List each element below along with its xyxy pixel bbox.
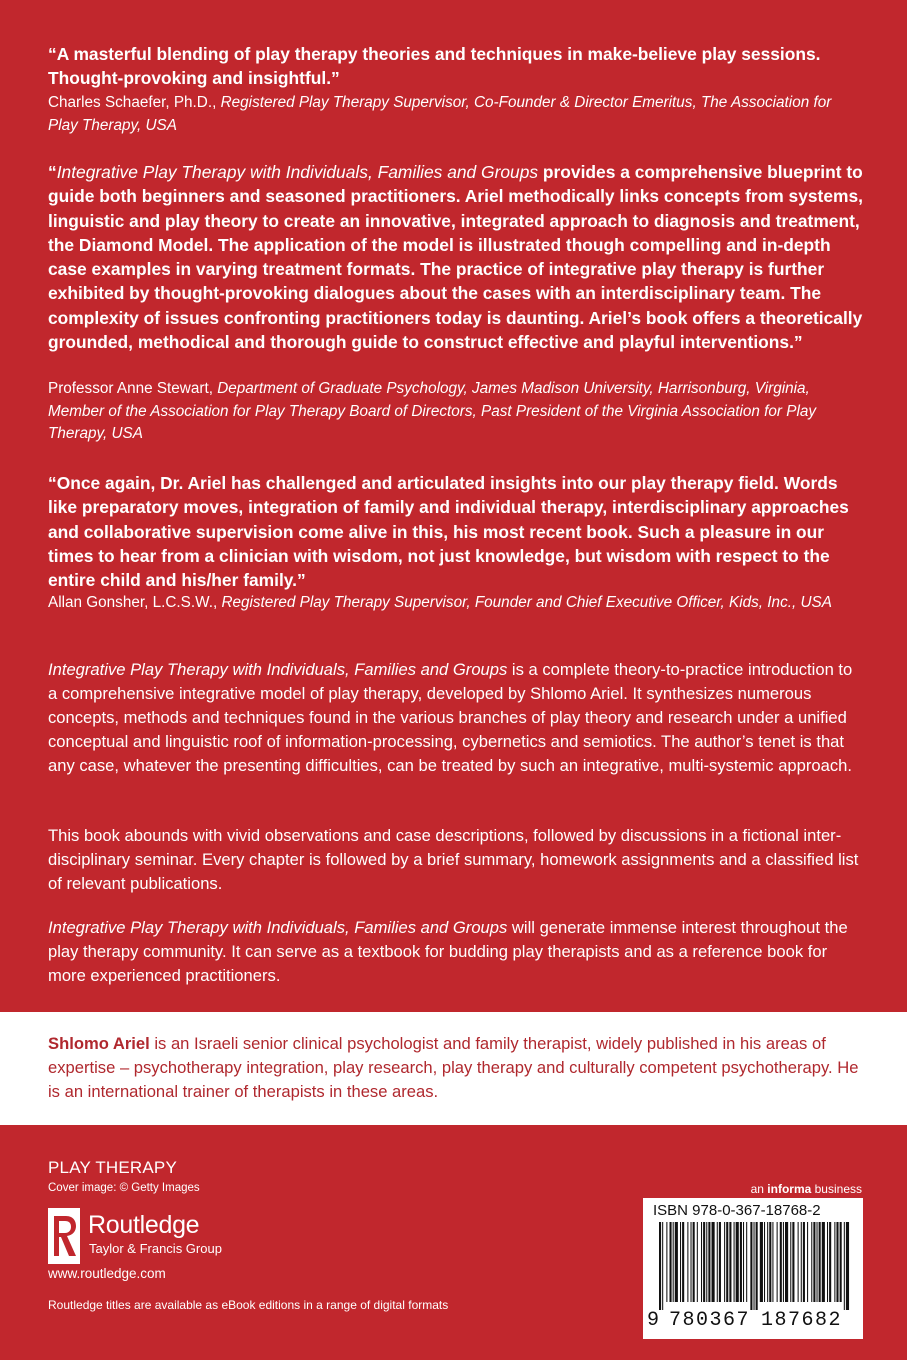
book-title-ref: Integrative Play Therapy with Individuals, Families and Groups: [48, 918, 508, 937]
endorsement-affiliation-1: Registered Play Therapy Supervisor, Co-Founder & Director Emeritus, The Association for Play Therapy, USA: [48, 94, 832, 134]
barcode-bar: [680, 1222, 681, 1302]
publisher-website[interactable]: www.routledge.com: [48, 1266, 166, 1281]
barcode-bar: [792, 1222, 794, 1302]
author-bio: [48, 1032, 863, 1104]
endorsement-author-1: Charles Schaefer, Ph.D.,: [48, 94, 217, 111]
description-text: will generate immense interest throughout the play therapy community. It can serve as a textbook for budding play therapists and as a reference book for more experienced practitioners.: [48, 918, 848, 986]
barcode-bar: [726, 1222, 728, 1302]
barcode-bar: [662, 1222, 663, 1310]
barcode-icon: [653, 1222, 853, 1310]
informa-brand: informa: [767, 1182, 812, 1196]
isbn-barcode-box: [643, 1198, 863, 1339]
description-paragraph-1: [48, 658, 863, 778]
barcode-bar: [712, 1222, 715, 1302]
barcode-bar: [803, 1222, 805, 1302]
barcode-bar: [822, 1222, 825, 1302]
barcode-bar: [756, 1222, 758, 1310]
series-name: PLAY THERAPY: [48, 1158, 178, 1177]
barcode-bar: [783, 1222, 784, 1302]
barcode-bar: [697, 1222, 698, 1302]
barcode-bar: [844, 1222, 845, 1310]
barcode-bar: [754, 1222, 755, 1310]
barcode-bar: [734, 1222, 735, 1302]
barcode-bar: [673, 1222, 674, 1302]
barcode-bar: [743, 1222, 744, 1302]
endorsement-quote-3: “Once again, Dr. Ariel has challenged and articulated insights into our play therapy field. Words like preparatory moves, integration of family and individual therapy, interdisciplinary approaches and collaborative supervision come alive in this, his most recent book. Such a pleasure in our times to hear from a clinician with wisdom, not just knowledge, but wisdom with respect to the entire child and his/her family.”: [48, 473, 849, 591]
endorsement-affiliation-3: Registered Play Therapy Supervisor, Founder and Chief Executive Officer, Kids, Inc., USA: [221, 594, 832, 611]
isbn-digits-right: 187682: [761, 1309, 843, 1332]
barcode-bar: [706, 1222, 707, 1302]
cover-credit: Cover image: © Getty Images: [48, 1182, 200, 1194]
barcode-bar: [764, 1222, 765, 1302]
barcode-bar: [777, 1222, 778, 1302]
barcode-bar: [670, 1222, 672, 1302]
barcode-bar: [701, 1222, 702, 1302]
isbn-digit-lead: 9: [647, 1309, 660, 1332]
publisher-name: Routledge: [88, 1211, 200, 1239]
barcode-bar: [836, 1222, 838, 1302]
barcode-bar: [829, 1222, 831, 1302]
author-name: Shlomo Ariel: [48, 1034, 150, 1053]
barcode-bar: [729, 1222, 731, 1302]
barcode-bar: [767, 1222, 768, 1302]
barcode-bar: [840, 1222, 842, 1302]
barcode-bar: [813, 1222, 815, 1302]
barcode-bar: [687, 1222, 688, 1302]
barcode-bar: [691, 1222, 692, 1302]
barcode-bar: [682, 1222, 684, 1302]
barcode-bar: [666, 1222, 667, 1302]
endorsement-author-2: Professor Anne Stewart,: [48, 380, 213, 397]
ebook-note: Routledge titles are available as eBook editions in a range of digital formats: [48, 1298, 449, 1312]
barcode-bar: [717, 1222, 718, 1302]
endorsement-affiliation-2: Department of Graduate Psychology, James Madison University, Harrisonburg, Virginia, Member of the Association for Play Therapy Board of Directors, Past President of the Virginia Association for Play Therapy, USA: [48, 380, 817, 443]
endorsement-quote-2: [48, 160, 863, 354]
book-title-ref: Integrative Play Therapy with Individuals, Families and Groups: [56, 162, 539, 182]
barcode-bar: [736, 1222, 739, 1302]
barcode-bar: [769, 1222, 771, 1302]
informa-prefix: an: [750, 1182, 768, 1196]
quote-text: provides a comprehensive blueprint to guide both beginners and seasoned practitioners. Ariel methodically links concepts from systems, linguistic and play theory to create an innovative, integrated approach to diagnosis and treatment, the Diamond Model. The application of the model is illustrated though compelling and in-depth case examples in varying treatment formats. The practice of integrative play therapy is further exhibited by thought-provoking dialogues about the cases with an interdisciplinary team. The complexity of issues confronting practitioners today is daunting. Ariel’s book offers a theoretically grounded, methodical and thorough guide to construct effective and playful interventions.”: [48, 162, 863, 353]
publisher-group: Taylor & Francis Group: [89, 1241, 222, 1256]
barcode-bar: [817, 1222, 818, 1302]
book-title-ref: Integrative Play Therapy with Individuals, Families and Groups: [48, 660, 508, 679]
informa-tagline: [751, 1182, 862, 1196]
barcode-bar: [750, 1222, 752, 1310]
barcode-bar: [827, 1222, 828, 1302]
endorsement-attribution-1: [48, 92, 863, 137]
description-text: is a complete theory-to-practice introduction to a comprehensive integrative model of play therapy, developed by Shlomo Ariel. It synthesizes numerous concepts, methods and techniques found in the various branches of play theory and research under a unified conceptual and linguistic roof of information-processing, cybernetics and semiotics. The author’s tenet is that any case, whatever the presenting difficulties, can be treated by such an integrative, multi-systemic approach.: [48, 660, 853, 776]
barcode-bar: [772, 1222, 773, 1302]
barcode-bar: [703, 1222, 705, 1302]
barcode-bar: [785, 1222, 788, 1302]
barcode-bar: [819, 1222, 821, 1302]
description-paragraph-3: [48, 916, 863, 988]
barcode-bar: [675, 1222, 678, 1302]
endorsement-attribution-2: [48, 378, 863, 446]
barcode-bar: [760, 1222, 763, 1302]
endorsement-quote-1: “A masterful blending of play therapy theories and techniques in make-believe play sessions. Thought-provoking and insightful.”: [48, 44, 821, 89]
routledge-r-icon: [48, 1208, 80, 1264]
barcode-bar: [811, 1222, 812, 1302]
informa-suffix: business: [811, 1182, 862, 1196]
barcode-bar: [798, 1222, 799, 1302]
quote-mark: “: [48, 162, 57, 182]
barcode-bar: [846, 1222, 849, 1310]
endorsement-attribution-3: [48, 592, 863, 615]
barcode-bar: [724, 1222, 725, 1302]
author-bio-text: is an Israeli senior clinical psychologist and family therapist, widely published in his areas of expertise – psychotherapy integration, play research, play therapy and culturally competent psychotherapy. He is an international trainer of therapists in these areas.: [48, 1034, 859, 1102]
barcode-bar: [790, 1222, 791, 1302]
barcode-bar: [807, 1222, 808, 1302]
description-paragraph-2: This book abounds with vivid observations and case descriptions, followed by discussions in a fictional inter-disciplinary seminar. Every chapter is followed by a brief summary, homework assignments and a classified list of relevant publications.: [48, 826, 859, 894]
publisher-logo: [48, 1208, 268, 1264]
isbn-number: ISBN 978-0-367-18768-2: [653, 1202, 821, 1219]
isbn-digits-left: 780367: [669, 1309, 751, 1332]
barcode-bar: [801, 1222, 802, 1302]
barcode-bar: [693, 1222, 695, 1302]
barcode-bar: [746, 1222, 747, 1302]
barcode-bar: [740, 1222, 742, 1302]
barcode-bar: [708, 1222, 710, 1302]
barcode-bar: [719, 1222, 721, 1302]
barcode-bar: [834, 1222, 835, 1302]
barcode-bar: [780, 1222, 782, 1302]
endorsement-author-3: Allan Gonsher, L.C.S.W.,: [48, 594, 218, 611]
barcode-bar: [659, 1222, 661, 1310]
